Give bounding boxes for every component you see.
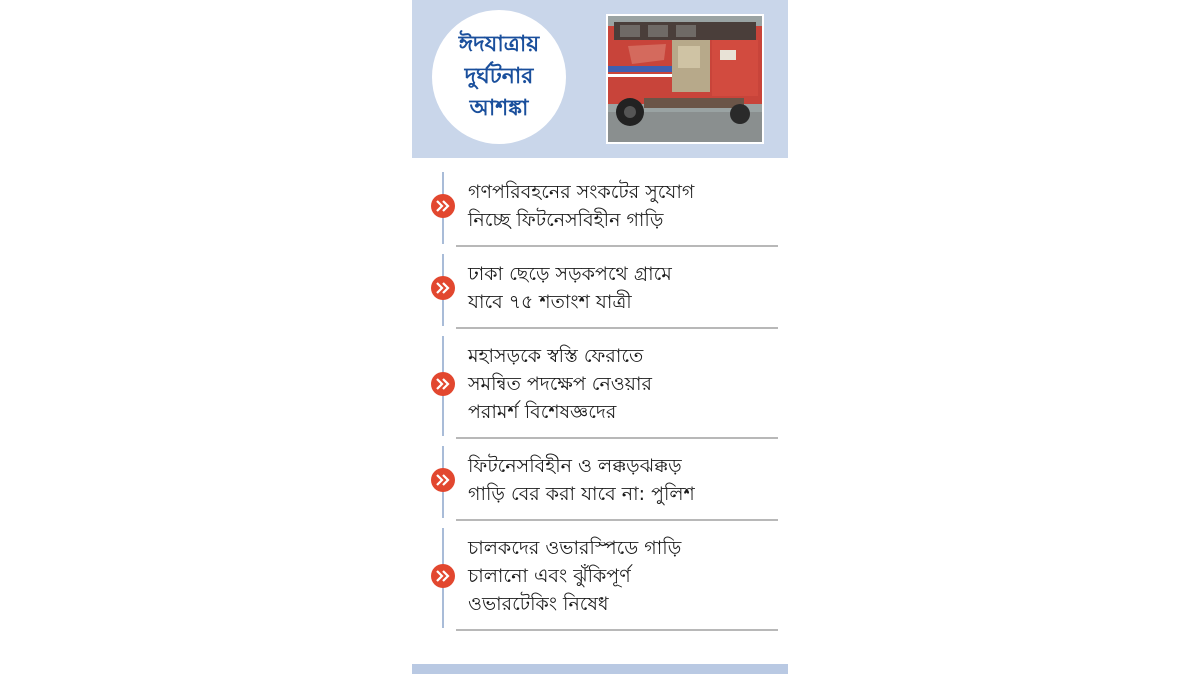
item-line: গাড়ি বের করা যাবে না: পুলিশ: [468, 483, 695, 505]
item-line: চালানো এবং ঝুঁকিপূর্ণ: [468, 565, 631, 587]
separator: [456, 519, 778, 521]
info-card: [412, 0, 788, 675]
title-line-3: আশঙ্কা: [469, 96, 529, 121]
chevron-right-icon: [431, 372, 455, 396]
item-line: ঢাকা ছেড়ে সড়কপথে গ্রামে: [468, 263, 672, 285]
card-header: [412, 0, 788, 158]
item-line: চালকদের ওভারস্পিডে গাড়ি: [468, 537, 682, 559]
list-item: [412, 528, 788, 630]
item-line: যাবে ৭৫ শতাংশ যাত্রী: [468, 291, 632, 313]
item-text: [468, 260, 780, 316]
item-line: পরামর্শ বিশেষজ্ঞদের: [468, 401, 617, 423]
item-line: গণপরিবহনের সংকটের সুযোগ: [468, 181, 695, 203]
chevron-right-icon: [431, 564, 455, 588]
separator: [456, 437, 778, 439]
chevron-right-icon: [431, 276, 455, 300]
bus-illustration: [608, 16, 762, 142]
list-item: [412, 336, 788, 438]
list-item: [412, 446, 788, 520]
title-line-1: ঈদযাত্রায়: [458, 32, 540, 57]
item-line: ফিটনেসবিহীন ও লক্কড়ঝক্কড়: [468, 455, 682, 477]
title-line-2: দুর্ঘটনার: [464, 64, 534, 89]
item-text: [468, 342, 780, 426]
item-text: [468, 178, 780, 234]
item-text: [468, 452, 780, 508]
separator: [456, 245, 778, 247]
chevron-right-icon: [431, 194, 455, 218]
list-item: [412, 172, 788, 246]
damaged-bus-photo: [606, 14, 764, 144]
separator: [456, 327, 778, 329]
item-line: মহাসড়কে স্বস্তি ফেরাতে: [468, 345, 644, 367]
item-line: ওভারটেকিং নিষেধ: [468, 593, 609, 615]
item-text: [468, 534, 780, 618]
item-line: নিচ্ছে ফিটনেসবিহীন গাড়ি: [468, 209, 664, 231]
item-line: সমন্বিত পদক্ষেপ নেওয়ার: [468, 373, 652, 395]
separator: [456, 629, 778, 631]
bottom-bar: [412, 664, 788, 674]
title-badge: [434, 12, 564, 142]
list-item: [412, 254, 788, 328]
chevron-right-icon: [431, 468, 455, 492]
